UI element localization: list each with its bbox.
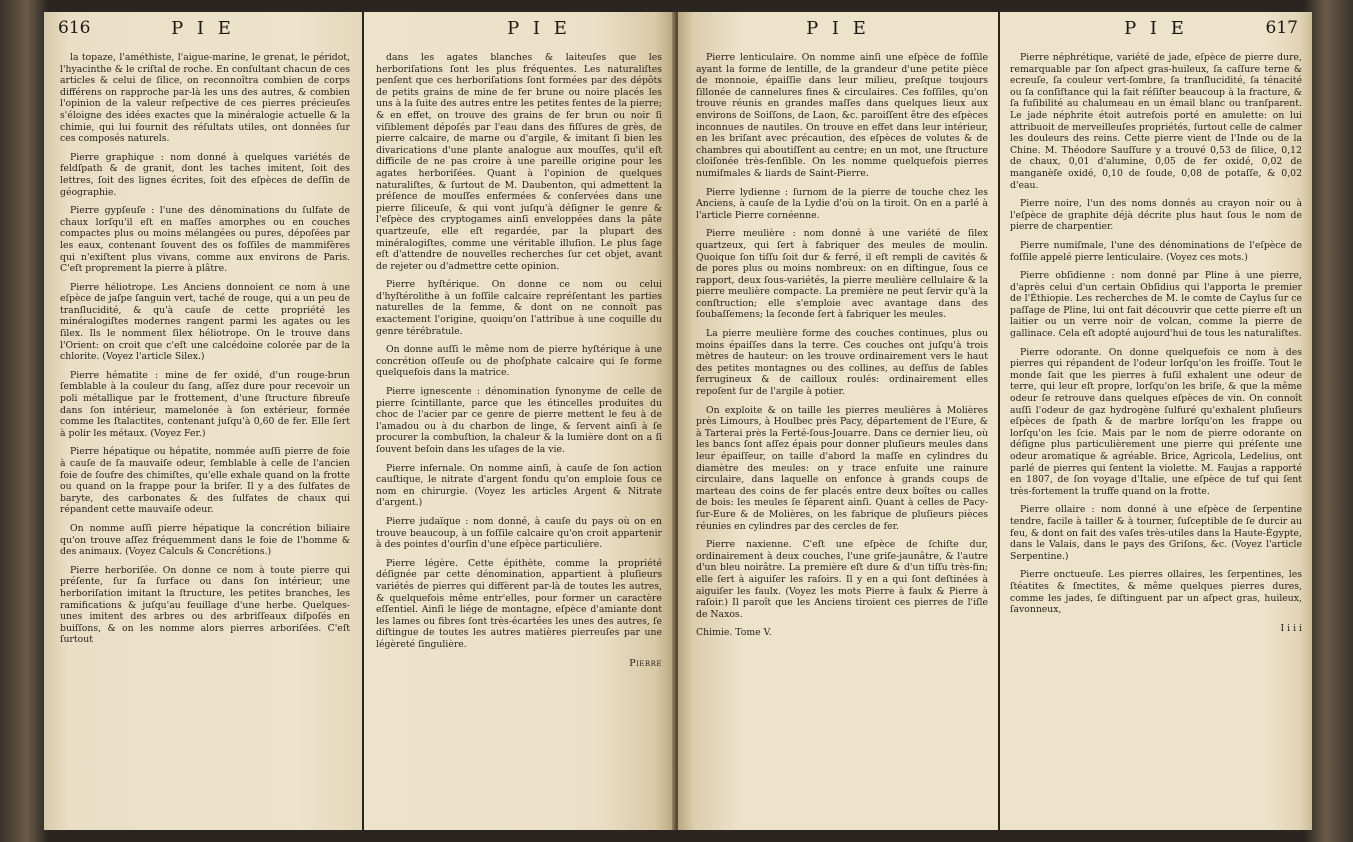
paragraph: La pierre meulière forme des couches continues, plus ou moins épaiſſes dans la terre. Ces couches ont juſqu'à trois mètres de hauteur: on les trouve ordinairement vers le haut des petites montagnes ou des collines, au deſſus de ſables ferrugineux & de cailloux roulés: ordinairement elles repoſent ſur de l'argile à potier. <box>696 328 988 398</box>
running-title: P I E <box>1124 18 1188 39</box>
page-header <box>364 18 674 44</box>
catchword: Pierre <box>629 657 662 669</box>
paragraph: Pierre hématite : mine de fer oxidé, d'un rouge-brun ſemblable à la couleur du ſang, aſſez dure pour recevoir un poli métallique par le frottement, d'une ſtructure fibreuſe dans ſon intérieur, mamelonée à ſon extérieur, formée comme les ſtalactites, contenant juſqu'à 0,60 de fer. Elle ſert à polir les métaux. (Voyez Fer.) <box>60 369 350 439</box>
page-number: 617 <box>1265 18 1298 38</box>
text-column <box>376 52 662 669</box>
page-left <box>44 12 362 830</box>
paragraph: Pierre ollaire : nom donné à une eſpèce de ſerpentine tendre, facile à tailler & à tourner, ſuſceptible de ſe durcir au feu, & dont on fait des vaſes très-utiles dans la Haute-Égypte, dans le Valais, dans le pays des Griſons, &c. (Voyez l'article Serpentine.) <box>1010 504 1302 562</box>
paragraph: Pierre ignescente : dénomination ſynonyme de celle de pierre ſcintillante, parce que les étincelles produites du choc de l'acier par ce genre de pierre mettent le feu à de l'amadou ou à du charbon de linge, & ſervent ainſi à ſe procurer la combuſtion, la chaleur & la lumière dont on a ſi ſouvent beſoin dans les uſages de la vie. <box>376 386 662 455</box>
paragraph: Pierre odorante. On donne quelquefois ce nom à des pierres qui répandent de l'odeur lorſqu'on les froiſſe. Tout le monde ſait que les pierres à fuſil exhalent une odeur de terre, qui leur eſt propre, lorſqu'on les briſe, & que la même odeur ſe retrouve dans quelques eſpèces de vin. On connoît auſſi l'odeur de gaz hydrogène ſulfuré qu'exhalent pluſieurs eſpèces de ſpath & de marbre lorſqu'on les frappe ou lorſqu'on les ſcie. Mais par le nom de pierre odorante on déſigne plus particulièrement une pierre qui préſente une odeur aromatique & agréable. Brice, Agricola, Ledelius, ont parlé de pierres qui ſentent la violette. M. Faujas a rapporté en 1807, de ſon voyage d'Italie, une eſpèce de tuf qui ſent très-fortement la truffe quand on la frotte. <box>1010 346 1302 497</box>
signature-mark: I i i i <box>1280 622 1302 634</box>
paragraph: Pierre judaïque : nom donné, à cauſe du pays où on en trouve beaucoup, à un foſſile calcaire qu'on croit appartenir à des pointes d'ourſin d'une eſpèce particulière. <box>376 515 662 551</box>
paragraph: On exploite & on taille les pierres meulières à Molières près Limours, à Houlbec près Pacy, département de l'Eure, & à Tarterai près la Ferté-ſous-Jouarre. Dans ce dernier lieu, où les bancs ſont aſſez épais pour donner pluſieurs meules dans leur épaiſſeur, on taille d'abord la maſſe en cylindres du diamètre des meules: on y trace enſuite une rainure circulaire, dans laquelle on enfonce à grands coups de marteau des coins de fer placés entre deux boîtes ou calles de bois: les meules ſe ſéparent ainſi. Quant à celles de Pacy-ſur-Eure & de Molières, on les fabrique de pluſieurs pièces réunies en cylindres par des cercles de fer. <box>696 404 988 532</box>
page-right <box>1000 12 1312 830</box>
paragraph: Pierre meulière : nom donné à une variété de ſilex quartzeux, qui ſert à fabriquer des meules de moulin. Quoique ſon tiſſu ſoit dur & ferré, il eſt rempli de cavités & de pores plus ou moins nombreux: on en diſtingue, ſous ce rapport, deux ſous-variétés, la pierre meulière cellulaire & la pierre meulière compacte. La première ne peut ſervir qu'à la conſtruction; elle s'emploie avec avantage dans des ſoubaſſemens; la ſeconde ſert à fabriquer les meules. <box>696 228 988 321</box>
paragraph: Pierre herboriſée. On donne ce nom à toute pierre qui préſente, ſur ſa ſurface ou dans ſon intérieur, une herboriſation imitant la ſtructure, les petites branches, les ramifications & juſqu'au feuillage d'une herbe. Quelques-unes imitent des arbres ou des arbriſſeaux diſpoſés en buiſſons, & on les nomme alors pierres arboriſées. C'eſt ſurtout <box>60 564 350 646</box>
page-header <box>44 18 362 44</box>
page-footer: Chimie. Tome V. <box>696 627 772 639</box>
paragraph: Pierre numiſmale, l'une des dénominations de l'eſpèce de foſſile appelé pierre lenticulaire. (Voyez ces mots.) <box>1010 239 1302 263</box>
page-right-inner <box>678 12 998 830</box>
page-header <box>1000 18 1312 44</box>
paragraph: Pierre onctueuſe. Les pierres ollaires, les ſerpentines, les ſtéatites & ſmectites, & même quelques pierres dures, comme les jades, ſe diſtinguent par un aſpect gras, huileux, ſavonneux, <box>1010 569 1302 616</box>
paragraph: Pierre lenticulaire. On nomme ainſi une eſpèce de foſſile ayant la forme de lentille, de la grandeur d'une petite pièce de monnoie, épaiſſie dans leur milieu, preſque toujours ſillonée de cannelures fines & circulaires. Ces foſſiles, qu'on trouve réunis en grandes maſſes dans quelques lieux aux environs de Soiſſons, de Laon, &c. paroiſſent être des eſpèces inconnues de nautiles. On trouve en effet dans leur intérieur, en les briſant avec précaution, des eſpèces de volutes & de chambres qui aboutiſſent au centre; en un mot, une ſtructure cloiſonée très-ſenſible. On les nomme quelquefois pierres numiſmales & liards de Saint-Pierre. <box>696 52 988 179</box>
paragraph: Pierre infernale. On nomme ainſi, à cauſe de ſon action cauſtique, le nitrate d'argent fondu qu'on emploie ſous ce nom en chirurgie. (Voyez les articles Argent & Nitrate d'argent.) <box>376 462 662 509</box>
text-column <box>60 52 350 653</box>
paragraph: Pierre graphique : nom donné à quelques variétés de feldſpath & de granit, dont les taches imitent, ſoit des lettres, ſoit des lignes écrites, ſoit des eſpèces de deſſin de géographie. <box>60 151 350 198</box>
page-header <box>678 18 998 44</box>
paragraph: Pierre néphrétique, variété de jade, eſpèce de pierre dure, remarquable par ſon aſpect gras-huileux, ſa caſſure terne & ecreuſe, ſa couleur vert-ſombre, ſa tranſlucidité, ſa ténacité ou ſa conſiſtance qui la fait réſiſter beaucoup à la fracture, & ſa fuſibilité au chalumeau en un émail blanc ou tranſparent. Le jade néphrite étoit autrefois porté en amulette: on lui attribuoit de merveilleuſes propriétés, ſurtout celle de calmer les douleurs des reins. Cette pierre vient de l'Inde ou de la Chine. M. Théodore Sauſſure y a trouvé 0,53 de ſilice, 0,12 de chaux, 0,01 d'alumine, 0,05 de fer oxidé, 0,02 de manganèſe oxidé, 0,10 de ſoude, 0,08 de potaſſe, & 0,02 d'eau. <box>1010 52 1302 191</box>
text-column <box>1010 52 1302 634</box>
page-left-inner <box>364 12 674 830</box>
paragraph: Pierre légère. Cette épithète, comme la propriété déſignée par cette dénomination, appartient à pluſieurs variétés de pierres qui diffèrent par-là de toutes les autres, & quelquefois même entr'elles, pour former un caractère eſſentiel. Ainſi le liége de montagne, eſpèce d'amiante dont les lames ou fibres ſont très-écartées les unes des autres, ſe diſtingue de toutes les autres matières pierreuſes par une légèreté ſingulière. <box>376 557 662 650</box>
paragraph: Pierre hyſtérique. On donne ce nom ou celui d'hyſtérolithe à un foſſile calcaire repréſentant les parties naturelles de la femme, & dont on ne connoît pas exactement l'origine, quoiqu'on l'attribue à une coquille du genre térébratule. <box>376 279 662 337</box>
running-title: P I E <box>507 18 571 39</box>
paragraph: Pierre noire, l'un des noms donnés au crayon noir ou à l'eſpèce de graphite déjà décrite plus haut ſous le nom de pierre de charpentier. <box>1010 198 1302 233</box>
paragraph: On nomme auſſi pierre hépatique la concrétion biliaire qu'on trouve aſſez fréquemment dans le foie de l'homme & des animaux. (Voyez Calculs & Concrétions.) <box>60 522 350 558</box>
page-number: 616 <box>58 18 91 38</box>
paragraph: Pierre obſidienne : nom donné par Pline à une pierre, d'après celui d'un certain Obſidius qui l'apporta le premier de l'Éthiopie. Les recherches de M. le comte de Caylus ſur ce paſſage de Pline, lui ont fait découvrir que cette pierre eſt un laitier ou un verre noir de volcan, comme la pierre de gallinace. Cela eſt adopté aujourd'hui de tous les naturaliſtes. <box>1010 270 1302 340</box>
paragraph: Pierre naxienne. C'eſt une eſpèce de ſchiſte dur, ordinairement à deux couches, l'une griſe-jaunâtre, & l'autre d'un bleu noirâtre. La première eſt dure & d'un tiſſu très-fin; elle ſert à aiguiſer les raſoirs. Il y en a qui ſont deſtinées à aiguiſer les faulx. (Voyez les mots Pierre à faulx & Pierre à raſoir.) Il paroît que les Anciens tiroient ces pierres de l'iſle de Naxos. <box>696 539 988 620</box>
paragraph: Pierre héliotrope. Les Anciens donnoient ce nom à une eſpèce de jaſpe ſanguin vert, taché de rouge, qui a un peu de tranſlucidité, & qu'à cauſe de cette propriété les minéralogiſtes modernes rangent parmi les agates ou les ſilex. Ils le nomment ſilex héliotrope. On le trouve dans l'Orient: on croit que c'eſt une calcédoine colorée par de la chlorite. (Voyez l'article Silex.) <box>60 281 350 363</box>
paragraph: la topaze, l'améthiste, l'aigue-marine, le grenat, le péridot, l'hyacinthe & le criſtal de roche. En conſultant chacun de ces articles & celui de ſilice, on reconnoîtra combien de corps différens on rapproche par-là les uns des autres, & combien l'opinion de la valeur reſpective de ces pierres précieuſes s'éloigne des idées exactes que la minéralogie actuelle & la chimie, qui lui fournit des réſultats utiles, ont données ſur ces composés naturels. <box>60 52 350 145</box>
paragraph: On donne auſſi le même nom de pierre hyſtérique à une concrétion oſſeuſe ou de phoſphate calcaire qui ſe forme quelquefois dans la matrice. <box>376 344 662 379</box>
running-title: P I E <box>171 18 235 39</box>
paragraph: dans les agates blanches & laiteuſes que les herboriſations ſont les plus fréquentes. Les naturaliſtes penſent que ces herboriſations ſont formées par des dépôts de petits grains de mine de fer brune ou noire placés les uns à la ſuite des autres entre les petites fentes de la pierre; & en effet, on trouve des grains de fer brun ou noir ſi viſiblement dépoſés par l'eau dans des fiſſures de grès, de pierre calcaire, de marne ou d'argile, & imitant ſi bien les divarications d'une plante analogue aux mouſſes, qu'il eſt difficile de ne pas croire à une pareille origine pour les agates herboriſées. Quant à l'opinion de quelques naturaliſtes, & ſurtout de M. Daubenton, qui admettent la préſence de mouſſes enfermées & conſervées dans une pierre ſiliceuſe, & qui vont juſqu'à déſigner le genre & l'eſpèce des cryptogames ainſi enveloppées dans la pâte quartzeuſe, elle eſt regardée, par la plupart des minéralogiſtes, comme une véritable illuſion. Le plus ſage eſt d'attendre de nouvelles recherches ſur cet objet, avant de rejeter ou d'admettre cette opinion. <box>376 52 662 272</box>
paragraph: Pierre gypſeuſe : l'une des dénominations du ſulfate de chaux lorſqu'il eſt en maſſes amorphes ou en couches compactes plus ou moins mélangées ou pures, dépoſées par les eaux, contenant ſouvent des os foſſiles de mammifères qui n'exiſtent plus vivans, comme aux environs de Paris. C'eſt proprement la pierre à plâtre. <box>60 205 350 275</box>
paragraph: Pierre hépatique ou hépatite, nommée auſſi pierre de foie à cauſe de ſa mauvaiſe odeur, ſemblable à celle de l'ancien foie de ſoufre des chimiſtes, qu'elle exhale quand on la frotte ou quand on la frappe pour la briſer. Il y a des ſulfates de baryte, des carbonates & des ſulfates de chaux qui répandent cette mauvaiſe odeur. <box>60 446 350 516</box>
paragraph: Pierre lydienne : ſurnom de la pierre de touche chez les Anciens, à cauſe de la Lydie d'où on la tiroit. On en a parlé à l'article Pierre cornéenne. <box>696 186 988 221</box>
running-title: P I E <box>806 18 870 39</box>
text-column <box>696 52 988 639</box>
